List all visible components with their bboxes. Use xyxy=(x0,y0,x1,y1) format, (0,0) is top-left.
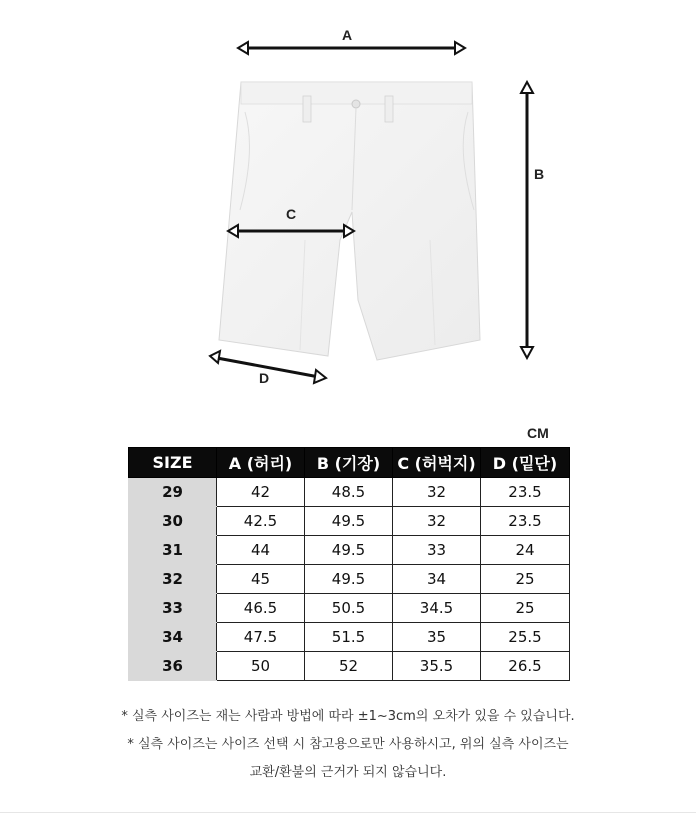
shorts-illustration xyxy=(0,0,696,400)
cell-a: 46.5 xyxy=(217,594,305,623)
unit-label: CM xyxy=(527,425,549,441)
cell-d: 26.5 xyxy=(481,652,570,681)
cell-c: 35.5 xyxy=(393,652,481,681)
measurement-diagram xyxy=(0,0,696,400)
label-d: D xyxy=(259,370,270,386)
cell-a: 47.5 xyxy=(217,623,305,652)
note-line-3: 교환/환불의 근거가 되지 않습니다. xyxy=(249,765,447,780)
cell-d: 25.5 xyxy=(481,623,570,652)
size-cell: 36 xyxy=(129,652,217,681)
bottom-divider xyxy=(0,812,696,813)
cell-d: 25 xyxy=(481,594,570,623)
cell-b: 52 xyxy=(305,652,393,681)
cell-b: 48.5 xyxy=(305,478,393,507)
table-row xyxy=(129,507,570,536)
cell-d: 25 xyxy=(481,565,570,594)
cell-c: 34 xyxy=(393,565,481,594)
arrow-a xyxy=(238,42,465,54)
cell-c: 35 xyxy=(393,623,481,652)
size-cell: 31 xyxy=(129,536,217,565)
header-a: A (허리) xyxy=(217,448,305,478)
cell-b: 49.5 xyxy=(305,536,393,565)
cell-c: 32 xyxy=(393,507,481,536)
cell-a: 42 xyxy=(217,478,305,507)
header-c: C (허벅지) xyxy=(393,448,481,478)
size-cell: 29 xyxy=(129,478,217,507)
table-row xyxy=(129,565,570,594)
cell-d: 23.5 xyxy=(481,507,570,536)
arrow-b xyxy=(521,82,533,358)
table-row xyxy=(129,478,570,507)
cell-c: 33 xyxy=(393,536,481,565)
size-cell: 32 xyxy=(129,565,217,594)
size-cell: 30 xyxy=(129,507,217,536)
cell-b: 51.5 xyxy=(305,623,393,652)
size-cell: 34 xyxy=(129,623,217,652)
cell-a: 44 xyxy=(217,536,305,565)
label-a: A xyxy=(342,27,353,43)
header-b: B (기장) xyxy=(305,448,393,478)
label-c: C xyxy=(286,206,297,222)
header-size: SIZE xyxy=(129,448,217,478)
label-b: B xyxy=(534,166,545,182)
table-row xyxy=(129,623,570,652)
cell-b: 49.5 xyxy=(305,565,393,594)
table-row xyxy=(129,594,570,623)
table-row xyxy=(129,536,570,565)
cell-c: 32 xyxy=(393,478,481,507)
cell-a: 45 xyxy=(217,565,305,594)
header-d: D (밑단) xyxy=(481,448,570,478)
cell-d: 24 xyxy=(481,536,570,565)
note-line-2: * 실측 사이즈는 사이즈 선택 시 참고용으로만 사용하시고, 위의 실측 사이즈는 xyxy=(127,737,569,752)
size-table xyxy=(128,447,570,681)
cell-a: 42.5 xyxy=(217,507,305,536)
cell-b: 50.5 xyxy=(305,594,393,623)
shorts-shape xyxy=(219,82,480,360)
table-row xyxy=(129,652,570,681)
table-header-row xyxy=(129,448,570,478)
cell-d: 23.5 xyxy=(481,478,570,507)
note-line-1: * 실측 사이즈는 재는 사람과 방법에 따라 ±1~3cm의 오차가 있을 수 있습니다. xyxy=(121,709,575,724)
cell-c: 34.5 xyxy=(393,594,481,623)
cell-b: 49.5 xyxy=(305,507,393,536)
cell-a: 50 xyxy=(217,652,305,681)
size-cell: 33 xyxy=(129,594,217,623)
